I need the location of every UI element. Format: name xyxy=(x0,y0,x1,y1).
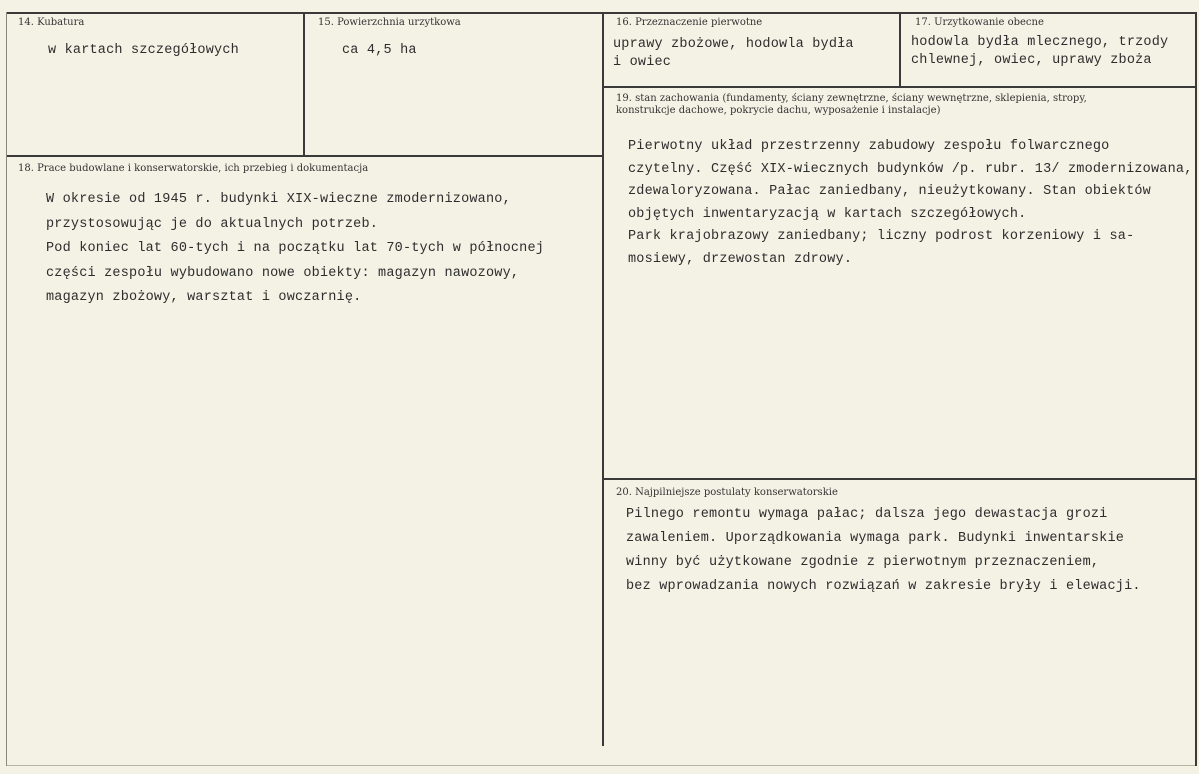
field-14-label: 14. Kubatura xyxy=(18,17,85,28)
right-border xyxy=(1195,12,1197,766)
field-16-label: 16. Przeznaczenie pierwotne xyxy=(616,17,763,28)
bottom-border xyxy=(6,765,1196,766)
field-19-value xyxy=(628,136,1193,272)
divider-field20 xyxy=(603,478,1196,480)
field-17-line: hodowla bydła mlecznego, trzody xyxy=(911,35,1169,50)
field-20-line: winny być użytkowane zgodnie z pierwotnym przeznaczeniem, xyxy=(626,555,1100,570)
field-18-value xyxy=(46,188,544,311)
field-18-line: przystosowując je do aktualnych potrzeb. xyxy=(46,216,379,232)
field-15-label: 15. Powierzchnia urzytkowa xyxy=(318,17,461,28)
field-15-value: ca 4,5 ha xyxy=(342,43,417,58)
field-18-line: części zespołu wybudowano nowe obiekty: magazyn nawozowy, xyxy=(46,265,520,281)
field-19-line: Pierwotny układ przestrzenny zabudowy zespołu folwarcznego xyxy=(628,139,1110,154)
field-17-value xyxy=(911,34,1168,70)
field-17-line: chlewnej, owiec, uprawy zboża xyxy=(911,53,1152,68)
field-18-line: Pod koniec lat 60-tych i na początku lat 70-tych w północnej xyxy=(46,241,545,256)
field-20-label: 20. Najpilniejsze postulaty konserwatorskie xyxy=(616,487,838,498)
field-18-line: W okresie od 1945 r. budynki XIX-wieczne zmodernizowano, xyxy=(46,192,511,207)
field-20-value xyxy=(626,503,1141,599)
field-17-label: 17. Urzytkowanie obecne xyxy=(915,17,1044,28)
field-19-label-line: konstrukcje dachowe, pokrycie dachu, wyposażenie i instalacje) xyxy=(616,105,941,116)
divider-16-17 xyxy=(899,12,901,87)
field-16-line: i owiec xyxy=(613,55,672,70)
field-19-line: czytelny. Część XIX-wiecznych budynków /p. rubr. 13/ zmodernizowana, xyxy=(628,161,1193,177)
field-20-line: Pilnego remontu wymaga pałac; dalsza jego dewastacja grozi xyxy=(626,507,1108,522)
field-19-label-line: 19. stan zachowania (fundamenty, ściany zewnętrzne, ściany wewnętrzne, sklepienia, stropy, xyxy=(616,93,1087,104)
field-19-line: objętych inwentaryzacją w kartach szczegółowych. xyxy=(628,206,1027,222)
field-19-label xyxy=(616,93,1087,117)
field-19-line: zdewaloryzowana. Pałac zaniedbany, nieużytkowany. Stan obiektów xyxy=(628,184,1151,200)
left-border xyxy=(6,12,7,766)
field-20-line: bez wprowadzania nowych rozwiązań w zakresie bryły i elewacji. xyxy=(626,579,1141,594)
field-18-line: magazyn zbożowy, warsztat i owczarnię. xyxy=(46,290,362,305)
field-16-line: uprawy zbożowe, hodowla bydła xyxy=(613,37,854,52)
top-border xyxy=(6,12,1196,14)
field-18-label: 18. Prace budowlane i konserwatorskie, ich przebieg i dokumentacja xyxy=(18,163,369,174)
field-14-value: w kartach szczegółowych xyxy=(48,43,239,58)
divider-main-vertical xyxy=(602,12,604,746)
field-19-line: Park krajobrazowy zaniedbany; liczny podrost korzeniowy i sa- xyxy=(628,229,1135,245)
field-20-line: zawaleniem. Uporządkowania wymaga park. Budynki inwentarskie xyxy=(626,531,1125,546)
field-19-line: mosiewy, drzewostan zdrowy. xyxy=(628,251,853,267)
divider-14-15 xyxy=(303,12,305,156)
field-16-value xyxy=(613,36,854,72)
